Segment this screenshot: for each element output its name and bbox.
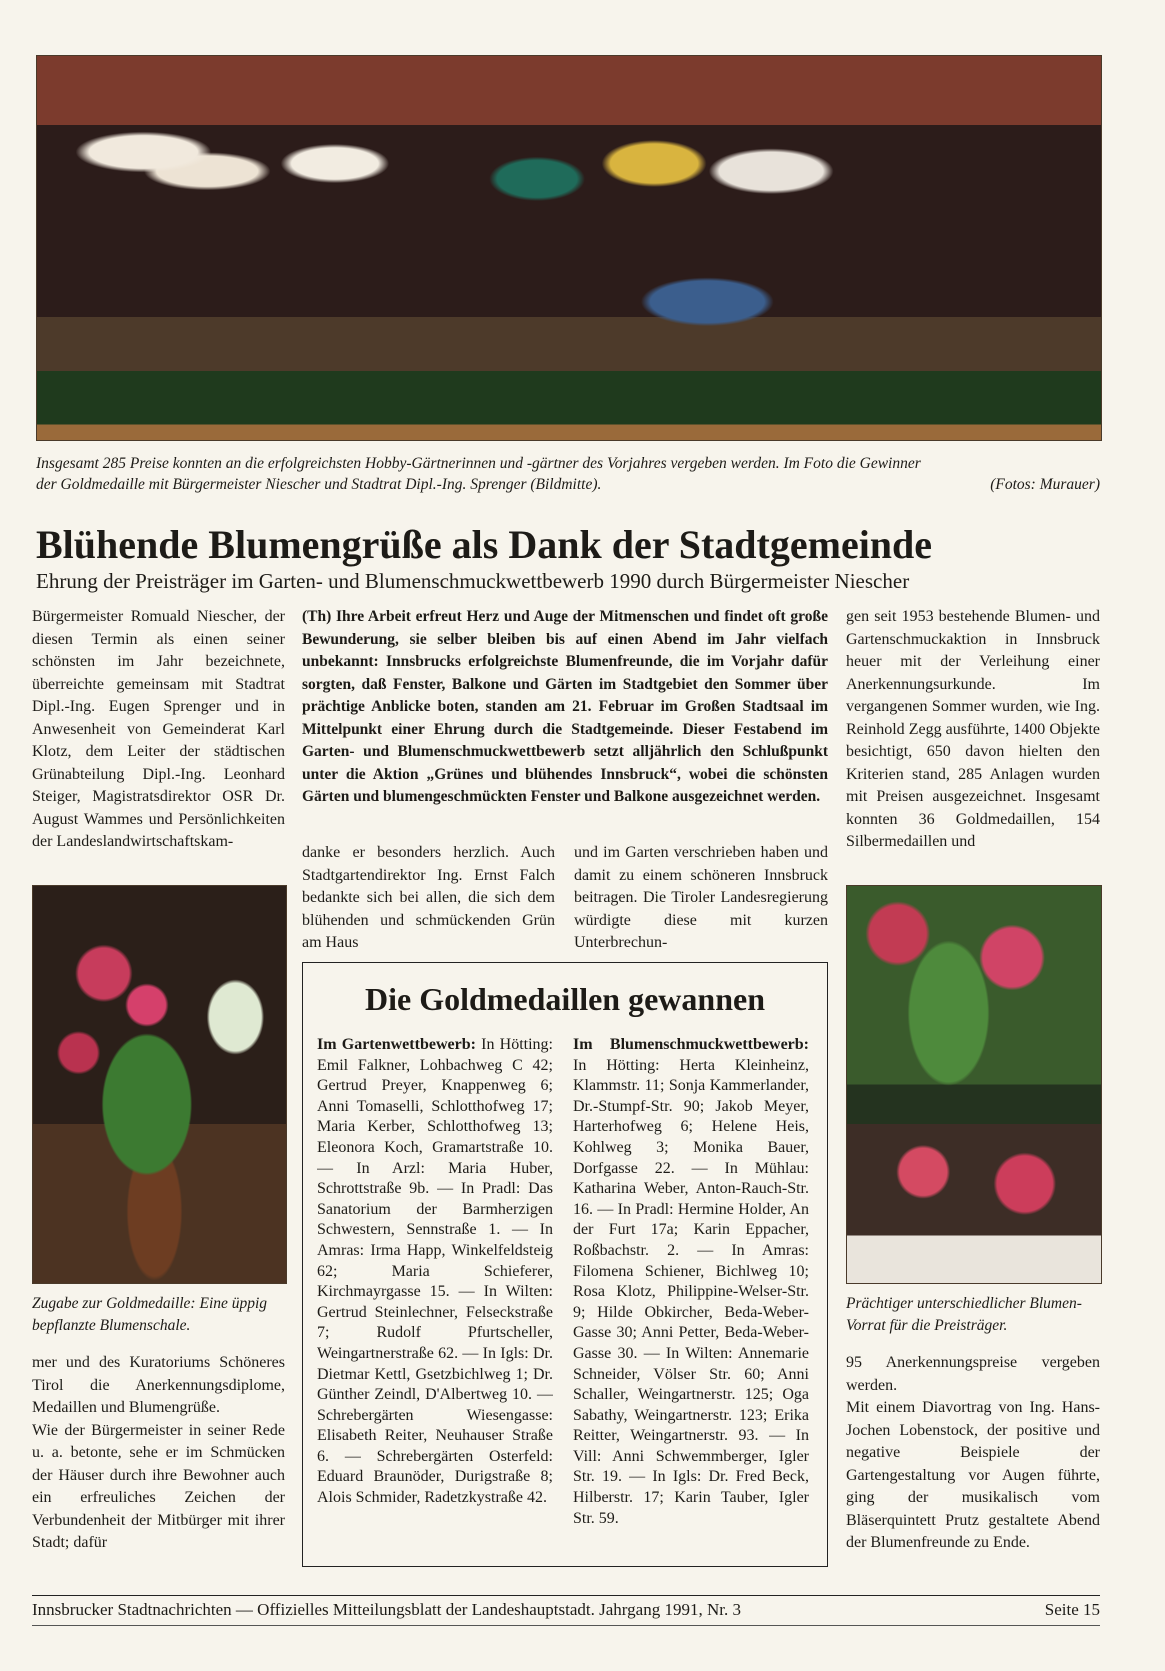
footer-rule-bottom [32, 1625, 1100, 1626]
article-col2: danke er besonders herzlich. Auch Stadtgartendirektor Ing. Ernst Falch bedankte sich bei allen, die sich dem blühenden und schmückenden Grün am Haus [302, 844, 555, 951]
gold-box-flower-column [573, 1035, 809, 1555]
article-col3: und im Garten verschrieben haben und damit zu einem schöneren Innsbruck beitragen. Die Tiroler Landesregierung würdigte diese mit kurzen Unterbrechun- [574, 844, 828, 951]
garden-winners: In Hötting: Emil Falkner, Lohbachweg C 42; Gertrud Preyer, Knappenweg 6; Anni Tomaselli, Schlotthofweg 17; Maria Kerber, Schlotthofweg 13; Eleonora Koch, Gramartstraße 10. — In Arzl: Maria Huber, Schrottstraße 9b. — In Pradl: Das Sanatorium der Barmherzigen Schwestern, Sennstraße 1. — In Amras: Irma Happ, Winkelfeldsteig 62; Maria Schieferer, Kirchmayrgasse 15. — In Wilten: Gertrud Steinlechner, Felseckstraße 7; Rudolf Pfurtscheller, Weingartnerstraße 62. — In Igls: Dr. Dietmar Kettl, Gsetzbichlweg 1; Dr. Günther Zeindl, D'Albertweg 10. — Schrebergärten Wiesengasse: Elisabeth Reiter, Neuhauser Straße 6. — Schrebergärten Osterfeld: Eduard Braunöder, Durigstraße 8; Alois Schmider, Radetzkystraße 42. [317, 1036, 553, 1507]
gold-medal-box [302, 962, 828, 1567]
footer-rule [32, 1595, 1100, 1596]
main-photo-caption [36, 453, 1100, 495]
garden-heading: Im Gartenwettbewerb: [317, 1036, 482, 1053]
article-col1-bottom: mer und des Kuratoriums Schöneres Tirol die Anerkennungsdiplome, Medaillen und Blumengrüße. Wie der Bürgermeister in seiner Rede u. a. betonte, sehe er im Schmücken der Häuser durch ihre Bewohner auch ein erfreuliches Zeichen der Verbundenheit der Mitbürger mit ihrer Stadt; dafür [32, 1354, 285, 1551]
article-col1-top: Bürgermeister Romuald Niescher, der diesen Termin als einen seiner schönsten im Jahr bezeichnete, überreichte gemeinsam mit Stadtrat Dipl.-Ing. Eugen Sprenger und in Anwesenheit von Gemeinderat Karl Klotz, dem Leiter der städtischen Grünabteilung Dipl.-Ing. Leonhard Steiger, Magistratsdirektor OSR Dr. August Wammes und Persönlichkeiten der Landeslandwirtschaftskam- [32, 608, 285, 850]
right-photo-caption: Prächtiger unterschiedlicher Blumen-Vorrat für die Preisträger. [846, 1295, 1082, 1334]
photo-credit: (Fotos: Murauer) [990, 476, 1100, 493]
left-photo [32, 885, 287, 1284]
main-photo-caption-line1: Insgesamt 285 Preise konnten an die erfolgreichsten Hobby-Gärtnerinnen und -gärtner des Vorjahres vergeben werden. Im Foto die Gewinner [36, 455, 921, 472]
flower-heading: Im Blumenschmuckwettbewerb: [573, 1036, 809, 1053]
gold-box-garden-column [317, 1035, 553, 1555]
page-footer [32, 1599, 1100, 1621]
article-lead: (Th) Ihre Arbeit erfreut Herz und Auge der Mitmenschen und findet oft große Bewunderung, sie selber bleiben bis auf einen Abend im Jahr vielfach unbekannt: Innsbrucks erfolgreichste Blumenfreunde, die im Vorjahr dafür sorgten, daß Fenster, Balkone und Gärten im Stadtgebiet den Sommer über prächtige Anblicke boten, standen am 21. Februar im Großen Stadtsaal im Mittelpunkt einer Ehrung durch die Stadtgemeinde. Dieser Festabend im Garten- und Blumenschmuckwettbewerb setzt alljährlich den Schlußpunkt unter die Aktion „Grünes und blühendes Innsbruck“, wobei die schönsten Gärten und blumengeschmückten Fenster und Balkone ausgezeichnet werden. [302, 608, 828, 805]
main-photo-caption-line2: der Goldmedaille mit Bürgermeister Niescher und Stadtrat Dipl.-Ing. Sprenger (Bildmitte). [36, 476, 602, 493]
article-headline: Blühende Blumengrüße als Dank der Stadtgemeinde [36, 522, 933, 567]
article-subheadline: Ehrung der Preisträger im Garten- und Blumenschmuckwettbewerb 1990 durch Bürgermeister Niescher [36, 569, 910, 593]
flower-winners: In Hötting: Herta Kleinheinz, Klammstr. 11; Sonja Kammerlander, Dr.-Stumpf-Str. 90; Jakob Meyer, Harterhofweg 6; Helene Heis, Kohlweg 3; Monika Bauer, Dorfgasse 22. — In Mühlau: Katharina Weber, Anton-Rauch-Str. 16. — In Pradl: Hermine Holder, An der Furt 17a; Karin Eppacher, Roßbachstr. 2. — In Amras: Filomena Schiener, Bichlweg 10; Rosa Klotz, Philippine-Welser-Str. 9; Hilde Obkircher, Beda-Weber-Gasse 30; Anni Petter, Beda-Weber-Gasse 30. — In Wilten: Annemarie Schneider, Völser Str. 60; Anni Schaller, Weingartnerstr. 125; Oga Sabathy, Weingartnerstr. 123; Erika Reitter, Weingartnerstr. 93. — In Vill: Anni Schwemmberger, Igler Str. 19. — In Igls: Dr. Fred Beck, Hilberstr. 17; Karin Tauber, Igler Str. 59. [573, 1056, 809, 1527]
gold-box-title: Die Goldmedaillen gewannen [364, 981, 765, 1017]
page-number: Seite 15 [1044, 1600, 1100, 1619]
footer-publication: Innsbrucker Stadtnachrichten — Offizielles Mitteilungsblatt der Landeshauptstadt. Jahrgang 1991, Nr. 3 [32, 1600, 741, 1619]
article-col4-top: gen seit 1953 bestehende Blumen- und Gartenschmuckaktion in Innsbruck heuer mit der Verleihung einer Anerkennungsurkunde. Im vergangenen Sommer wurden, wie Ing. Reinhold Zegg ausführte, 1400 Objekte besichtigt, 650 davon hielten den Kriterien stand, 285 Anlagen wurden mit Preisen ausgezeichnet. Insgesamt konnten 36 Goldmedaillen, 154 Silbermedaillen und [846, 608, 1100, 850]
main-photo [36, 55, 1102, 441]
right-photo [846, 885, 1102, 1284]
article-col4-bottom: 95 Anerkennungspreise vergeben werden. Mit einem Diavortrag von Ing. Hans-Jochen Lobenstock, der positive und negative Beispiele der Gartengestaltung vor Augen führte, ging der musikalisch vom Bläserquintett Prutz gestaltete Abend der Blumenfreunde zu Ende. [846, 1354, 1100, 1551]
left-photo-caption: Zugabe zur Goldmedaille: Eine üppig bepflanzte Blumenschale. [32, 1295, 268, 1334]
